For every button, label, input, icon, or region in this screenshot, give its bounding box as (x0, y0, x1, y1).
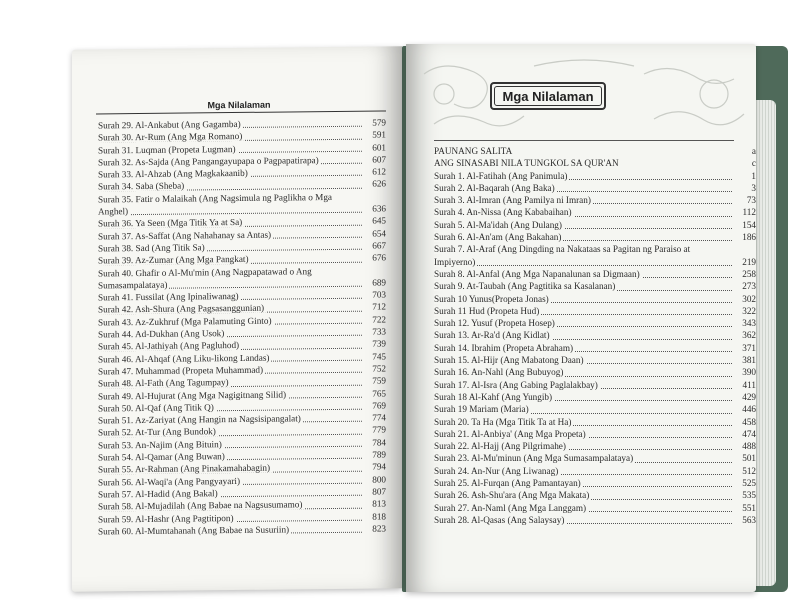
toc-entry-page-number: 411 (742, 379, 756, 390)
toc-entry-page-number: 636 (372, 203, 386, 214)
toc-entry-title: Surah 18 Al-Kahf (Ang Yungib) (434, 391, 553, 402)
toc-entry-page-number: 784 (372, 437, 386, 448)
toc-entry-page-number: 3 (751, 182, 756, 193)
toc-entry-page-number: 73 (746, 195, 756, 206)
toc-entry (98, 264, 386, 292)
toc-entry-title: Surah 40. Ghafir o Al-Mu'min (Ang Nagpapatawad o Ang Sumasampalataya) (98, 265, 312, 291)
toc-entry-title: Surah 57. Al-Hadid (Ang Bakal) (98, 488, 218, 500)
right-page (406, 44, 756, 592)
toc-entry-page-number: 273 (742, 281, 756, 292)
toc-entry (434, 219, 756, 231)
toc-entry-page-number: 219 (742, 256, 756, 267)
toc-entry-title: Surah 46. Al-Ahqaf (Ang Liku-likong Landas) (98, 352, 270, 365)
toc-entry-page-number: 703 (372, 289, 386, 300)
toc-entry-title: Surah 29. Al-Ankabut (Ang Gagamba) (98, 118, 241, 131)
toc-entry-title: Surah 36. Ya Seen (Mga Titik Ya at Sa) (98, 217, 243, 229)
toc-entry-title: Surah 2. Al-Baqarah (Ang Baka) (434, 182, 555, 193)
toc-entry-title: Surah 50. Al-Qaf (Ang Titik Q) (98, 402, 214, 414)
running-head: Mga Nilalaman (207, 99, 271, 111)
toc-entry-page-number: 258 (742, 268, 756, 279)
toc-entry-page-number: 302 (742, 293, 756, 304)
toc-entry-page-number: 818 (372, 510, 386, 522)
left-page (72, 46, 402, 591)
toc-entry (434, 170, 756, 182)
toc-entry-title: Surah 59. Al-Hashr (Ang Pagtitipon) (98, 512, 234, 524)
page-title: Mga Nilalaman (502, 88, 594, 104)
toc-entry-title: Surah 20. Ta Ha (Mga Titik Ta at Ha) (434, 416, 572, 427)
toc-entry-title: Surah 24. An-Nur (Ang Liwanag) (434, 465, 559, 476)
toc-entry (434, 342, 756, 354)
toc-entry-title: Surah 6. Al-An'am (Ang Bakahan) (434, 232, 562, 243)
toc-entry (434, 293, 756, 305)
toc-entry-page-number: 800 (372, 474, 386, 485)
toc-entry-page-number: 774 (372, 412, 386, 423)
toc-entry-page-number: 823 (372, 523, 386, 534)
toc-entry (434, 514, 756, 526)
toc-entry-title: Surah 44. Ad-Dukhan (Ang Usok) (98, 328, 225, 340)
toc-entry (434, 403, 756, 415)
toc-entry-title: Surah 4. An-Nissa (Ang Kababaihan) (434, 207, 572, 218)
toc-entry-title: Surah 7. Al-Araf (Ang Dingding na Nakataas sa Pagitan ng Paraiso at Impiyerno) (434, 244, 691, 267)
toc-entry (434, 428, 756, 440)
toc-entry (434, 477, 756, 489)
toc-entry-page-number: 612 (372, 166, 386, 177)
toc-entry-page-number: 722 (372, 314, 386, 325)
toc-entry-page-number: 343 (742, 318, 756, 329)
toc-entry-page-number: 745 (372, 351, 386, 362)
toc-entry-page-number: 765 (372, 387, 386, 399)
toc-entry (434, 231, 756, 243)
toc-entry-title: Surah 16. An-Nahl (Ang Bubuyog) (434, 367, 564, 378)
page-title-box (490, 82, 606, 110)
header-rule (96, 110, 386, 114)
toc-entry-page-number: 794 (372, 461, 386, 472)
toc-entry (434, 502, 756, 514)
toc-entry-page-number: 525 (742, 478, 756, 489)
toc-entry (98, 190, 386, 218)
toc-entry-title: Surah 10 Yunus(Propeta Jonas) (434, 293, 549, 304)
toc-entry (434, 268, 756, 280)
toc-entry-page-number: 752 (372, 363, 386, 374)
toc-entry-title: Surah 27. An-Naml (Ang Mga Langgam) (434, 502, 587, 513)
toc-entry-title: Surah 43. Az-Zukhruf (Mga Palamuting Ginto) (98, 315, 272, 328)
toc-entry-page-number: 689 (372, 277, 386, 288)
toc-entry (434, 157, 756, 169)
toc-entry-title: Surah 35. Fatir o Malaikah (Ang Nagsimula ng Paglikha o Mga Anghel) (98, 191, 332, 217)
toc-entry-title: Surah 28. Al-Qasas (Ang Salaysay) (434, 514, 565, 525)
toc-entry-title: Surah 42. Ash-Shura (Ang Pagsasanggunian) (98, 303, 265, 315)
toc-entry-title: Surah 11 Hud (Propeta Hud) (434, 305, 540, 316)
toc-entry (434, 354, 756, 366)
toc-entry-title: Surah 60. Al-Mumtahanah (Ang Babae na Susuriin) (98, 524, 290, 537)
toc-entry-page-number: 769 (372, 400, 386, 411)
toc-entry-page-number: 458 (742, 416, 756, 427)
toc-entry-page-number: 667 (372, 240, 386, 251)
toc-entry-title: Surah 48. Al-Fath (Ang Tagumpay) (98, 377, 229, 389)
toc-entry-page-number: 789 (372, 449, 386, 460)
toc-entry-title: Surah 38. Sad (Ang Titik Sa) (98, 242, 205, 254)
toc-entry-page-number: 591 (372, 129, 386, 140)
toc-entry-title: Surah 31. Luqman (Propeta Lugman) (98, 143, 236, 156)
toc-entry-title: Surah 33. Al-Ahzab (Ang Magkakaanib) (98, 168, 248, 180)
toc-entry-page-number: 112 (742, 207, 756, 218)
title-rule (434, 140, 734, 141)
toc-entry-page-number: 381 (742, 355, 756, 366)
toc-entry (434, 366, 756, 378)
toc-entry-page-number: 551 (742, 502, 756, 513)
toc-entry-page-number: 362 (742, 330, 756, 341)
toc-entry-page-number: 501 (742, 453, 756, 464)
toc-entry-page-number: 488 (742, 441, 756, 452)
toc-entry-page-number: c (751, 158, 756, 169)
toc-entry (434, 391, 756, 403)
toc-entry-page-number: 733 (372, 326, 386, 337)
toc-entry-title: Surah 34. Saba (Sheba) (98, 181, 185, 192)
toc-entry-title: Surah 45. Al-Jathiyah (Ang Pagluhod) (98, 340, 240, 352)
toc-entry-page-number: 322 (742, 305, 756, 316)
toc-entry-page-number: 645 (372, 215, 386, 226)
toc-entry-title: Surah 41. Fussilat (Ang Ipinaliwanag) (98, 291, 239, 303)
toc-entry (434, 379, 756, 391)
toc-entry-title: Surah 1. Al-Fatihah (Ang Panimula) (434, 170, 568, 181)
toc-entry-page-number: 626 (372, 178, 386, 190)
toc-entry-title: Surah 3. Al-Imran (Ang Pamilya ni Imran) (434, 195, 591, 206)
toc-entry (434, 329, 756, 341)
toc-entry (434, 206, 756, 218)
toc-entry (434, 489, 756, 501)
toc-entry-title: Surah 9. At-Taubah (Ang Pagtitika sa Kasalanan) (434, 281, 616, 292)
toc-entry-title: PAUNANG SALITA (434, 146, 513, 156)
toc-entry-title: Surah 8. Al-Anfal (Ang Mga Napanalunan sa Digmaan) (434, 268, 640, 279)
toc-entry-page-number: 779 (372, 424, 386, 436)
toc-entry-title: Surah 53. An-Najim (Ang Bituin) (98, 438, 222, 451)
toc-entry (98, 522, 386, 537)
toc-entry-page-number: 807 (372, 486, 386, 497)
toc-entry-title: Surah 47. Muhammad (Propeta Muhammad) (98, 364, 264, 377)
toc-entry-title: Surah 21. Al-Anbiya' (Ang Mga Propeta) (434, 428, 586, 439)
toc-entry-page-number: 371 (742, 342, 756, 353)
toc-entry (434, 305, 756, 317)
toc-entry-page-number: 429 (742, 391, 756, 402)
toc-entry-title: Surah 22. Al-Hajj (Ang Pilgrimahe) (434, 441, 566, 452)
toc-entry-page-number: 813 (372, 498, 386, 509)
toc-entry-page-number: 607 (372, 154, 386, 165)
toc-entry-page-number: 390 (742, 367, 756, 378)
toc-entry-title: Surah 19 Mariam (Maria) (434, 404, 529, 415)
toc-entry-title: Surah 39. Az-Zumar (Ang Mga Pangkat) (98, 254, 249, 266)
toc-entry-page-number: 712 (372, 301, 386, 313)
toc-entry (434, 145, 756, 157)
toc-entry-title: Surah 49. Al-Hujurat (Ang Mga Nagigitnang Silid) (98, 389, 287, 401)
toc-entry-title: Surah 26. Ash-Shu'ara (Ang Mga Makata) (434, 490, 590, 501)
toc-entry-page-number: 1 (751, 170, 756, 181)
toc-entry-title: Surah 32. As-Sajda (Ang Pangangayupapa o Pagpapatirapa) (98, 155, 319, 168)
toc-entry (434, 280, 756, 292)
toc-entry-page-number: 759 (372, 375, 386, 386)
toc-entry-page-number: 601 (372, 142, 386, 153)
toc-entry-title: Surah 56. Al-Waqi'a (Ang Pangyayari) (98, 475, 241, 488)
toc-entry-page-number: 512 (742, 465, 756, 476)
toc-entry-page-number: 563 (742, 514, 756, 525)
toc-entry-title: ANG SINASABI NILA TUNGKOL SA QUR'AN (434, 158, 619, 169)
open-book (62, 40, 756, 588)
toc-entry-page-number: a (751, 146, 756, 156)
toc-entry-title: Surah 51. Az-Zariyat (Ang Hangin na Nagsisipangalat) (98, 413, 301, 426)
toc-entry-title: Surah 13. Ar-Ra'd (Ang Kidlat) (434, 330, 550, 341)
toc-entry-page-number: 579 (372, 117, 386, 128)
toc-entry-title: Surah 5. Al-Ma'idah (Ang Dulang) (434, 219, 562, 230)
toc-entry (434, 416, 756, 428)
toc-list-right (434, 145, 756, 526)
toc-entry-title: Surah 52. At-Tur (Ang Bundok) (98, 426, 216, 438)
toc-entry (434, 440, 756, 452)
toc-list-left (98, 116, 386, 537)
toc-entry-title: Surah 54. Al-Qamar (Ang Buwan) (98, 451, 225, 463)
toc-entry-page-number: 474 (742, 428, 756, 439)
toc-entry-title: Surah 12. Yusuf (Propeta Hosep) (434, 318, 555, 329)
toc-entry-page-number: 154 (742, 219, 756, 230)
toc-entry-title: Surah 15. Al-Hijr (Ang Mabatong Daan) (434, 355, 584, 366)
toc-entry-page-number: 654 (372, 228, 386, 239)
toc-entry (434, 465, 756, 477)
toc-entry-title: Surah 55. Ar-Rahman (Ang Pinakamahabagin) (98, 462, 271, 475)
toc-entry (434, 182, 756, 194)
toc-entry (434, 317, 756, 329)
toc-entry-title: Surah 17. Al-Isra (Ang Gabing Paglalakbay) (434, 379, 598, 390)
toc-entry-page-number: 186 (742, 232, 756, 243)
page-edges (754, 100, 776, 586)
toc-entry-title: Surah 25. Al-Furqan (Ang Pamantayan) (434, 478, 581, 489)
toc-entry (434, 243, 756, 268)
toc-entry-page-number: 676 (372, 252, 386, 263)
toc-entry-title: Surah 14. Ibrahim (Propeta Abraham) (434, 342, 574, 353)
toc-entry-title: Surah 58. Al-Mujadilah (Ang Babae na Nagsusumamo) (98, 499, 303, 512)
toc-entry (434, 194, 756, 206)
toc-entry (434, 452, 756, 464)
toc-entry-page-number: 739 (372, 338, 386, 349)
toc-entry-title: Surah 23. Al-Mu'minun (Ang Mga Sumasampalataya) (434, 453, 634, 464)
toc-entry-page-number: 446 (742, 404, 756, 415)
toc-entry-title: Surah 37. As-Saffat (Ang Nahahanay sa Antas) (98, 229, 272, 242)
toc-entry-title: Surah 30. Ar-Rum (Ang Mga Romano) (98, 131, 243, 143)
toc-entry-page-number: 535 (742, 490, 756, 501)
